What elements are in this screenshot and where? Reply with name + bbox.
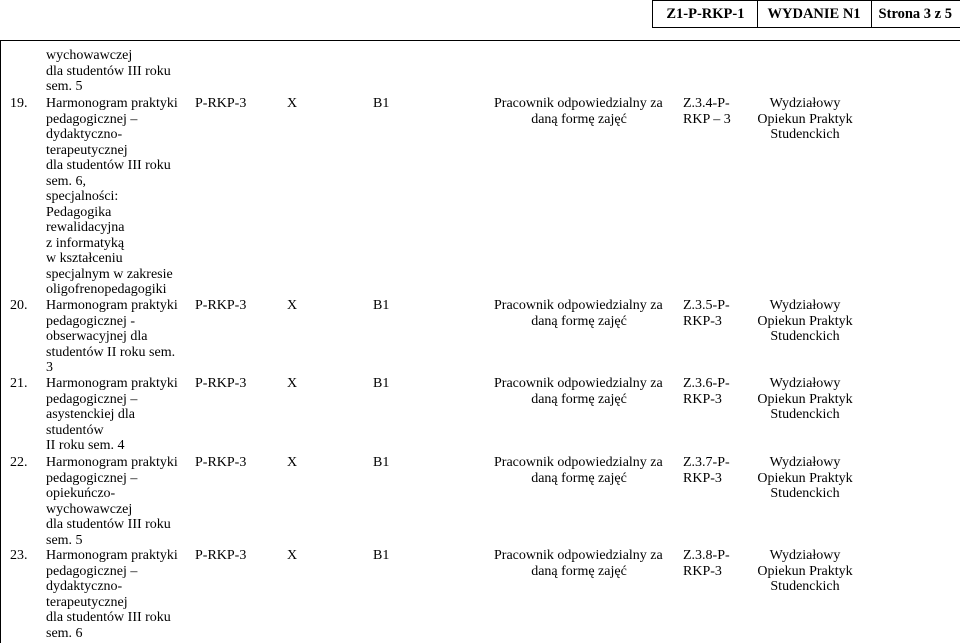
document-name: Harmonogram praktyki pedagogicznej – asystenckiej dla studentów II roku sem. 4 [46, 376, 178, 453]
x-mark: X [287, 455, 298, 470]
record-code: Z.3.8-P- RKP-3 [683, 548, 730, 579]
responsible-person: Pracownik odpowiedzialny za daną formę zajęć [494, 298, 663, 329]
record-code: Z.3.4-P- RKP – 3 [683, 96, 731, 127]
record-code: Z.3.6-P- RKP-3 [683, 376, 730, 407]
row-number: 23. [10, 548, 28, 563]
record-code: Z.3.5-P- RKP-3 [683, 298, 730, 329]
responsible-person: Pracownik odpowiedzialny za daną formę zajęć [494, 376, 663, 407]
continuation-text: wychowawczej dla studentów III roku sem. 5 [46, 48, 171, 94]
form-code: P-RKP-3 [195, 376, 247, 391]
x-mark: X [287, 376, 298, 391]
category-code: B1 [373, 96, 390, 111]
organizer: Wydziałowy Opiekun Praktyk Studenckich [757, 298, 853, 344]
form-code: P-RKP-3 [195, 298, 247, 313]
doc-code: Z1-P-RKP-1 [666, 6, 745, 22]
edition: WYDANIE N1 [757, 1, 871, 27]
table-top-border [0, 40, 960, 41]
category-code: B1 [373, 376, 390, 391]
organizer: Wydziałowy Opiekun Praktyk Studenckich [757, 96, 853, 142]
x-mark: X [287, 298, 298, 313]
x-mark: X [287, 96, 298, 111]
table-left-border [0, 40, 1, 643]
organizer: Wydziałowy Opiekun Praktyk Studenckich [757, 455, 853, 501]
row-number: 20. [10, 298, 28, 313]
responsible-person: Pracownik odpowiedzialny za daną formę zajęć [494, 96, 663, 127]
document-header [652, 0, 960, 28]
category-code: B1 [373, 455, 390, 470]
form-code: P-RKP-3 [195, 455, 247, 470]
document-name: Harmonogram praktyki pedagogicznej – dydaktyczno- terapeutycznej dla studentów III roku sem. 6 [46, 548, 178, 641]
organizer: Wydziałowy Opiekun Praktyk Studenckich [757, 376, 853, 422]
category-code: B1 [373, 298, 390, 313]
x-mark: X [287, 548, 298, 563]
row-number: 21. [10, 376, 28, 391]
row-number: 19. [10, 96, 28, 111]
organizer: Wydziałowy Opiekun Praktyk Studenckich [757, 548, 853, 594]
form-code: P-RKP-3 [195, 548, 247, 563]
row-number: 22. [10, 455, 28, 470]
responsible-person: Pracownik odpowiedzialny za daną formę zajęć [494, 548, 663, 579]
page-number: Strona 3 z 5 [871, 1, 960, 27]
document-name: Harmonogram praktyki pedagogicznej - obserwacyjnej dla studentów II roku sem. 3 [46, 298, 178, 375]
category-code: B1 [373, 548, 390, 563]
document-name: Harmonogram praktyki pedagogicznej – opiekuńczo- wychowawczej dla studentów III roku sem. 5 [46, 455, 178, 548]
responsible-person: Pracownik odpowiedzialny za daną formę zajęć [494, 455, 663, 486]
record-code: Z.3.7-P- RKP-3 [683, 455, 730, 486]
form-code: P-RKP-3 [195, 96, 247, 111]
document-name: Harmonogram praktyki pedagogicznej – dydaktyczno- terapeutycznej dla studentów III roku sem. 6, specjalności: Pedagogika rewalidacyjna z informatyką w kształceniu specjalnym w zakresie oligofrenopedagogiki [46, 96, 178, 297]
